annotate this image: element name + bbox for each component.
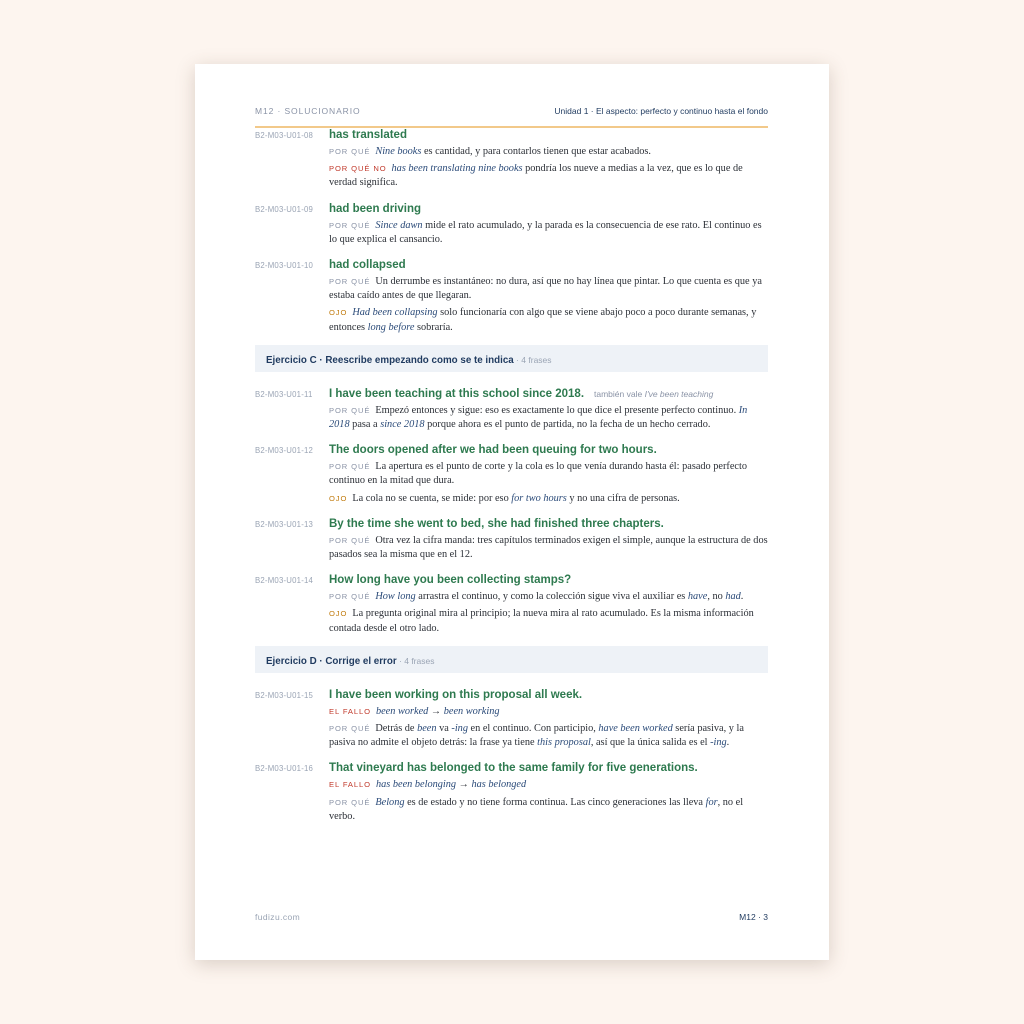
note-tag: POR QUÉ	[329, 797, 371, 807]
note-porque	[329, 534, 768, 562]
footer-page-number: M12 · 3	[739, 912, 768, 922]
header-module-label: M12 · SOLUCIONARIO	[255, 106, 361, 116]
note-porque	[329, 404, 768, 432]
note-porque	[329, 219, 768, 247]
note-text: Belong es de estado y no tiene forma continua. Las cinco generaciones las lleva for, no el verbo.	[329, 796, 744, 822]
note-tag: POR QUÉ NO	[329, 164, 387, 174]
answer-item	[255, 386, 768, 432]
item-code: B2-M03-U01-08	[255, 131, 314, 140]
note-text: Un derrumbe es instantáneo: no dura, así que no hay línea que pintar. Lo que cuenta es que ya estaba caído antes de que llegaran.	[329, 276, 762, 302]
item-code: B2-M03-U01-15	[255, 690, 314, 700]
answer-item	[255, 516, 768, 562]
item-answer	[329, 572, 768, 588]
note-ojo	[329, 306, 768, 334]
note-porque	[329, 590, 768, 604]
answer-text: By the time she went to bed, she had finished three chapters.	[329, 517, 664, 530]
answer-text: How long have you been collecting stamps?	[329, 574, 572, 587]
item-answer	[329, 687, 768, 703]
answer-item	[255, 201, 768, 247]
item-answer	[329, 127, 768, 143]
note-tag: POR QUÉ	[329, 220, 371, 230]
note-tag: POR QUÉ	[329, 462, 371, 472]
note-fallo	[329, 705, 768, 719]
exercise-d-heading	[255, 646, 768, 673]
exercise-b-items	[255, 127, 768, 335]
answer-text: had collapsed	[329, 259, 406, 272]
note-fallo	[329, 778, 768, 792]
exercise-c-heading	[255, 345, 768, 372]
note-tag: OJO	[329, 493, 348, 503]
note-porque	[329, 460, 768, 488]
answer-item	[255, 442, 768, 506]
note-text: has been translating nine books pondría los nueve a medias a la vez, que es lo que de verdad significa.	[329, 163, 743, 189]
item-code: B2-M03-U01-12	[255, 446, 314, 456]
item-code: B2-M03-U01-13	[255, 519, 314, 529]
note-tag: POR QUÉ	[329, 277, 371, 287]
footer-site: fudizu.com	[255, 912, 301, 922]
item-answer	[329, 516, 768, 532]
note-porqueno	[329, 162, 768, 190]
item-code: B2-M03-U01-14	[255, 576, 314, 586]
solutions-content	[255, 127, 768, 834]
note-tag: OJO	[329, 609, 348, 619]
page-header	[255, 106, 768, 128]
note-tag: POR QUÉ	[329, 535, 371, 545]
note-text: Detrás de been va -ing en el continuo. Con participio, have been worked sería pasiva, y la pasiva no admite el objeto detrás: la frase ya tiene this proposal, así que la única salida es el -ing.	[329, 723, 744, 749]
answer-item	[255, 127, 768, 191]
note-text: Nine books es cantidad, y para contarlos tienen que estar acabados.	[375, 146, 651, 157]
answer-text: I have been teaching at this school since 2018.	[329, 387, 585, 400]
item-code: B2-M03-U01-16	[255, 764, 314, 774]
note-porque	[329, 275, 768, 303]
item-code: B2-M03-U01-09	[255, 204, 314, 214]
header-unit-title: Unidad 1 · El aspecto: perfecto y continuo hasta el fondo	[554, 106, 768, 116]
item-code: B2-M03-U01-10	[255, 261, 314, 271]
item-answer	[329, 442, 768, 458]
answer-text: I have been working on this proposal all week.	[329, 688, 583, 701]
exercise-d-count: · 4 frases	[396, 655, 435, 666]
answer-item	[255, 760, 768, 824]
exercise-c-title: Ejercicio C · Reescribe empezando como se te indica	[266, 354, 514, 366]
answer-text: has translated	[329, 129, 407, 141]
note-text: Since dawn mide el rato acumulado, y la parada es la consecuencia de ese rato. El continuo es lo que explica el cansancio.	[329, 219, 762, 245]
note-text: been worked → been working	[375, 705, 500, 717]
note-tag: OJO	[329, 308, 348, 318]
note-tag: EL FALLO	[329, 706, 371, 716]
answer-text: The doors opened after we had been queuing for two hours.	[329, 444, 657, 457]
note-text: La pregunta original mira al principio; la nueva mira al rato acumulado. Es la misma información contada desde el otro lado.	[329, 608, 754, 634]
exercise-d-items	[255, 687, 768, 824]
note-ojo	[329, 607, 768, 635]
note-porque	[329, 722, 768, 750]
note-ojo	[329, 492, 768, 506]
item-answer	[329, 201, 768, 217]
item-answer	[329, 257, 768, 273]
note-text: has been belonging → has belonged	[375, 779, 527, 791]
note-text: Otra vez la cifra manda: tres capítulos terminados exigen el simple, aunque la estructura de dos pasados sea la misma que en el 12.	[329, 534, 768, 561]
exercise-c-items	[255, 386, 768, 636]
answer-text: That vineyard has belonged to the same family for five generations.	[329, 762, 698, 775]
answer-item	[255, 257, 768, 335]
exercise-c-count: · 4 frases	[513, 354, 552, 365]
item-answer	[329, 760, 768, 776]
item-answer	[329, 386, 768, 402]
alternative-answer	[594, 389, 713, 399]
note-porque	[329, 796, 768, 824]
note-tag: POR QUÉ	[329, 724, 371, 734]
note-tag: POR QUÉ	[329, 405, 371, 415]
note-text: La apertura es el punto de corte y la cola es lo que venía durando hasta él: pasado perfecto continuo en la mitad que dura.	[329, 461, 748, 487]
answer-item	[255, 687, 768, 751]
note-porque	[329, 145, 768, 159]
alternative-prefix: también vale	[594, 388, 645, 399]
alternative-text: I've been teaching	[644, 388, 714, 399]
note-text: How long arrastra el continuo, y como la colección sigue viva el auxiliar es have, no had.	[375, 591, 744, 603]
answer-text: had been driving	[329, 202, 422, 215]
note-text: Had been collapsing solo funcionaría con algo que se viene abajo poco a poco durante semanas, y entonces long before sobraría.	[329, 307, 757, 333]
exercise-d-title: Ejercicio D · Corrige el error	[266, 655, 397, 667]
item-code: B2-M03-U01-11	[255, 389, 313, 399]
note-tag: EL FALLO	[329, 780, 371, 790]
answer-item	[255, 572, 768, 636]
note-text: Empezó entonces y sigue: eso es exactamente lo que dice el presente perfecto continuo. In 2018 pasa a since 2018 porque ahora es el punto de partida, no la fecha de un hecho cerrado.	[329, 404, 748, 431]
page-footer	[255, 912, 768, 926]
note-tag: POR QUÉ	[329, 592, 371, 602]
note-text: La cola no se cuenta, se mide: por eso for two hours y no una cifra de personas.	[352, 492, 680, 504]
document-page	[195, 64, 829, 960]
note-tag: POR QUÉ	[329, 147, 371, 156]
